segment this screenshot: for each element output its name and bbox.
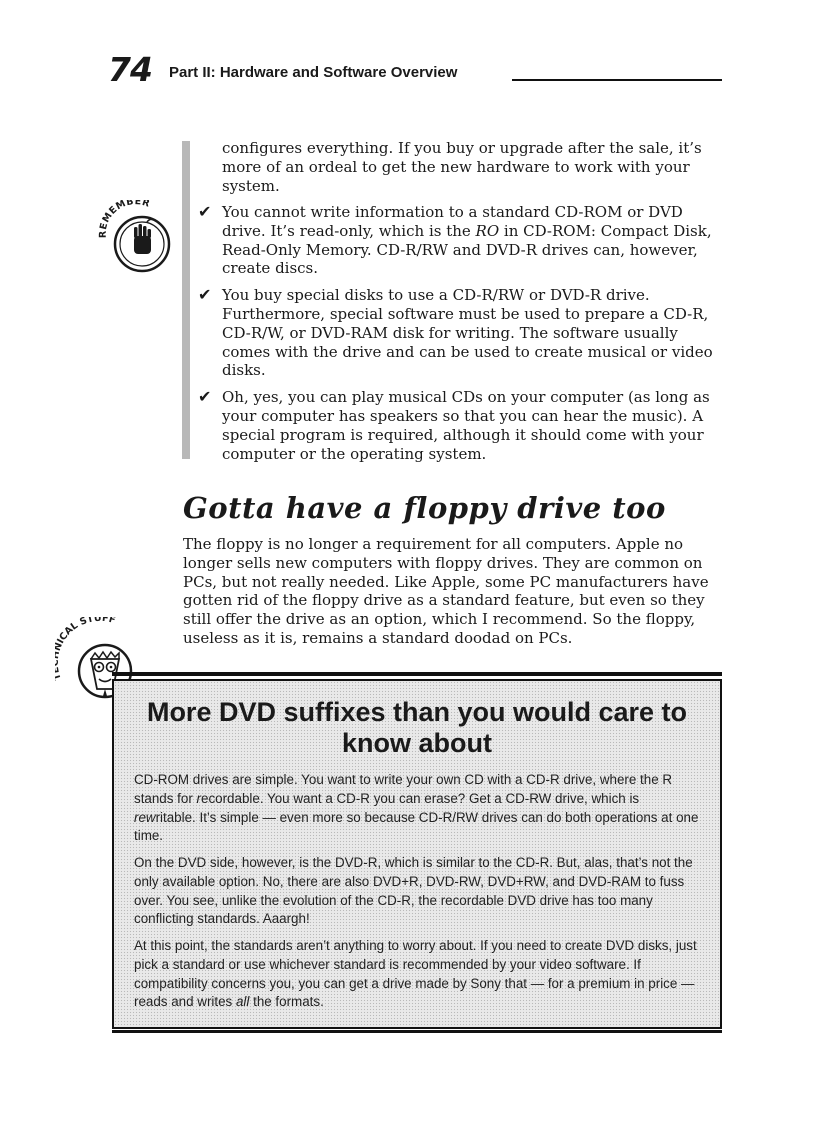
running-head: Part II: Hardware and Software Overview (169, 64, 458, 81)
bullet-emphasis: RO (475, 221, 500, 240)
bullet-text: You buy special disks to use a CD-R/RW or DVD-R drive. Furthermore, special software must be used to prepare a CD-R, CD-R/W, or DVD-RAM disk for writing. The software usually comes with the drive and can be used to create musical or video disks. (222, 286, 713, 380)
box-top-rule (112, 672, 722, 676)
sidebar-paragraph-3: At this point, the standards aren’t anything to worry about. If you need to create DVD disks, just pick a standard or use whichever standard is recommended by your video software. If compatibility concerns you, you can get a drive made by Sony that — for a premium in price — reads and writes all the formats. (134, 938, 697, 1010)
page-number: 74 (108, 50, 152, 89)
box-bottom-rule (112, 1030, 722, 1033)
checkmark-icon: ✔ (198, 202, 212, 221)
section-paragraph: The floppy is no longer a requirement for all computers. Apple no longer sells new computers with floppy drives. They are common on PCs, but not really needed. Like Apple, some PC manufacturers have gotten rid of the floppy drive as a standard feature, but even so they still offer the drive as an option, which I recommend. So the floppy, useless as it is, remains a standard doodad on PCs. (183, 535, 709, 647)
checkmark-icon: ✔ (198, 285, 212, 305)
list-item (198, 203, 722, 278)
section-heading: Gotta have a floppy drive too (183, 491, 666, 525)
sidebar-bar (182, 141, 190, 459)
sidebar-paragraph-2: On the DVD side, however, is the DVD-R, which is similar to the CD-R. But, alas, that’s not the only available option. No, there are also DVD+R, DVD-RW, DVD+RW, and DVD-RAM to fuss over. You see, unlike the evolution of the CD-R, the recordable DVD drive has too many conflicting standards. Aaargh! (134, 855, 693, 927)
bullet-text: You cannot write information to a standard CD-ROM or DVD drive. It’s read-only, which is the (222, 203, 683, 240)
bullet-text: Oh, yes, you can play musical CDs on your computer (as long as your computer has speakers so that you can hear the music). A special program is required, although it should come with your computer or the operating system. (222, 388, 710, 463)
sidebar-title: More DVD suffixes than you would care to know about (146, 697, 688, 758)
svg-text:TECHNICAL STUFF: ICAL STUFF (55, 617, 117, 646)
list-item (198, 388, 722, 463)
header-rule (512, 79, 722, 81)
continued-paragraph: configures everything. If you buy or upgrade after the sale, it’s more of an ordeal to get the new hardware to work with your system. (222, 139, 702, 195)
page-header (108, 52, 722, 88)
sidebar-box (112, 679, 722, 1029)
list-item (198, 286, 722, 380)
bullet-text: in CD-ROM: Compact Disk, Read-Only Memory. CD-R/RW and DVD-R drives can, however, create discs. (222, 221, 712, 278)
checkmark-icon: ✔ (198, 387, 212, 407)
sidebar-paragraph-1: CD-ROM drives are simple. You want to write your own CD with a CD-R drive, where the R stands for recordable. You want a CD-R you can erase? Get a CD-RW drive, which is rewritable. It’s simple — even more so because CD-R/RW drives can do both operations at one time. (134, 772, 699, 844)
remember-icon (96, 200, 176, 280)
bullet-list (198, 203, 722, 471)
svg-text:REMEMBER: REMEMBER (97, 200, 152, 239)
